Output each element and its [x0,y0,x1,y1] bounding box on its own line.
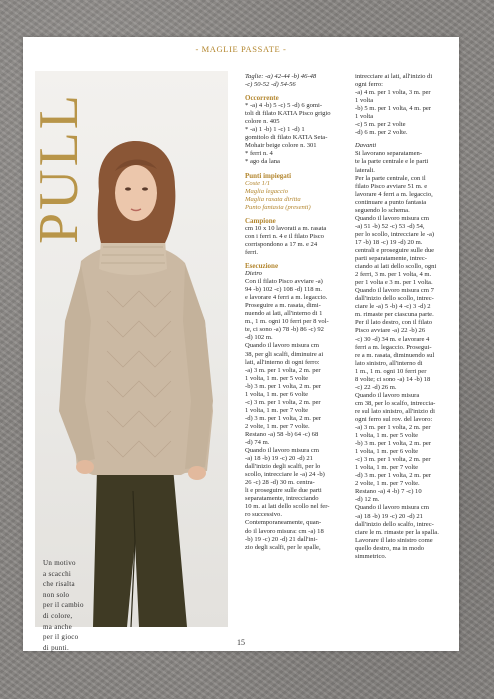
davanti-line: -d) 12 m. [355,496,380,504]
davanti-line: Quando il lavoro misura cm 7 [355,287,434,295]
davanti-line: -c) 30 -d) 34 m. e lavorare 4 [355,335,430,343]
davanti-line: ciando ai lati dello scollo, ogni [355,263,437,271]
occorrente-line: colore n. 405 [245,118,280,126]
dietro-line: Proseguire a m. rasata, dimi- [245,302,321,310]
dietro-line: -b) 3 m. per 1 volta, 2 m. per [245,382,321,390]
dietro-line: dall'inizio degli scalfi, per lo [245,463,321,471]
text-line: -b) 5 m. per 1 volta, 4 m. per [355,105,431,113]
campione-line: cm 10 x 10 lavorati a m. rasata [245,224,327,232]
dietro-line: Quando il lavoro misura cm [245,342,319,350]
dietro-line: Restano -a) 58 -b) 64 -c) 68 [245,430,319,438]
dietro-line: 94 -b) 102 -c) 108 -d) 118 m. [245,286,323,294]
dietro-line: -d) 3 m. per 1 volta, 2 m. per [245,414,321,422]
occorrente-line: * -a) 1 -b) 1 -c) 1 -d) 1 [245,126,305,134]
dietro-line: scollo, intrecciare le -a) 24 -b) [245,471,325,479]
dietro-line: ro successivo. [245,511,282,519]
campione-line: corrispondono a 17 m. e 24 [245,240,318,248]
pull-title: PULL [28,92,90,244]
davanti-line: -a) 51 -b) 52 -c) 53 -d) 54, [355,222,425,230]
davanti-line: -b) 3 m. per 1 volta, 2 m. per [355,440,431,448]
dietro-line: li e proseguire sulle due parti [245,487,322,495]
occorrente-line: Mohair beige colore n. 301 [245,142,317,150]
text-line: 1 volta [355,113,374,121]
page-number: 15 [237,638,245,647]
dietro-line: lati, all'interno di ogni ferro: [245,358,320,366]
occorrente-line: * -a) 4 -b) 5 -c) 5 -d) 6 gomi- [245,102,323,110]
davanti-line: Restano -a) 4 -b) 7 -c) 10 [355,488,422,496]
punti-line: Maglia legaccio [245,187,289,195]
dietro-line: Con il filato Pisco avviare -a) [245,278,323,286]
davanti-line: 8 volte; ci sono -a) 14 -b) 18 [355,375,431,383]
davanti-line: m. rimaste per ciascuna parte. [355,311,434,319]
davanti-line: Quando il lavoro misura [355,391,420,399]
photo-caption: Un motivo a scacchi che risalta non solo per il cambio di colore, ma anche per il gioco di punti. [43,559,84,652]
davanti-line: centrali e proseguire sulle due [355,246,435,254]
davanti-line: -a) 3 m. per 1 volta, 2 m. per [355,424,431,432]
campione-line: ferri. [245,248,258,256]
davanti-line: -c) 22 -d) 26 m. [355,383,397,391]
davanti-line: lato sinistro, all'interno di [355,359,423,367]
dietro-line: 26 -c) 28 -d) 30 m. centra- [245,479,315,487]
davanti-line: quello destro, ma in modo [355,544,425,552]
davanti-line: parti separatamente, intrec- [355,255,427,263]
occorrente-line: * ferri n. 4 [245,150,273,158]
occorrente-line: toli di filato KATIA Pisco grigio [245,110,331,118]
davanti-line: Per la parte centrale, con il [355,174,426,182]
dietro-line: Contemporaneamente, quan- [245,519,322,527]
davanti-line: seguendo lo schema. [355,206,410,214]
davanti-line: 1 volta, 1 m. per 5 volte [355,432,418,440]
text-line: -c) 5 m. per 2 volte [355,121,406,129]
occorrente-line: gomitolo di filato KATIA Seta- [245,134,328,142]
davanti-line: per 1 volta e 3 m. per 1 volta. [355,279,433,287]
davanti-line: -d) 3 m. per 1 volta, 2 m. per [355,472,431,480]
dietro-line: Quando il lavoro misura cm [245,447,319,455]
davanti-line: -a) 18 -b) 19 -c) 20 -d) 21 [355,512,423,520]
davanti-line: Quando il lavoro misura cm [355,214,429,222]
section-header: - MAGLIE PASSATE - [195,44,287,54]
davanti-line: ogni ferro sul rov. del lavoro: [355,415,433,423]
occorrente-line: * ago da lana [245,158,280,166]
dietro-line: -a) 3 m. per 1 volta, 2 m. per [245,366,321,374]
davanti-line: 2 volte, 1 m. per 7 volte. [355,480,420,488]
punti-line: Punto fantasia (presenti) [245,203,311,211]
text-line: -a) 4 m. per 1 volta, 3 m. per [355,89,431,97]
davanti-line: 2 ferri, 3 m. per 1 volta, 4 m. [355,271,432,279]
text-line: ogni ferro: [355,81,384,89]
davanti-line: ciare le -a) 5 -b) 4 -c) 3 -d) 2 [355,303,431,311]
dietro-line: m., 1 m. ogni 10 ferri per 8 vol- [245,318,329,326]
dietro-line: -b) 19 -c) 20 -d) 21 dall'ini- [245,535,318,543]
text-line: -d) 6 m. per 2 volte. [355,129,408,137]
subsection-title-dietro: Dietro [245,270,262,278]
dietro-line: te, ci sono -a) 78 -b) 86 -c) 92 [245,326,324,334]
davanti-line: ciare le m. rimaste per la spalla. [355,528,439,536]
davanti-line: Per il lato destro, con il filato [355,319,433,327]
davanti-line: 1 volta, 1 m. per 6 volte [355,448,418,456]
davanti-line: dall'inizio dello scalfo, intrec- [355,520,434,528]
davanti-line: laterali. [355,166,375,174]
davanti-line: cm 38, per lo scalfo, intreccia- [355,399,436,407]
dietro-line: separatamente, intrecciando [245,495,319,503]
dietro-line: 1 volta, 1 m. per 5 volte [245,374,308,382]
instructions-column-1 [245,73,347,552]
davanti-line: ferri a m. legaccio. Prosegui- [355,343,432,351]
davanti-line: Si lavorano separatamen- [355,150,423,158]
section-title-punti: Punti impiegati [245,171,292,180]
davanti-line: per lo scollo, intrecciare le -a) [355,230,435,238]
dietro-line: 10 m. ai lati dello scollo nel fer- [245,503,330,511]
sizes-line: Taglie: -a) 42-44 -b) 46-48 [245,73,317,80]
davanti-line: Quando il lavoro misura cm [355,504,429,512]
section-title-occorrente: Occorrente [245,94,279,103]
dietro-line: zio degli scalfi, per le spalle, [245,543,321,551]
davanti-line: continuare a punto fantasia [355,198,427,206]
text-line: intrecciare ai lati, all'inizio di [355,73,433,80]
davanti-line: 1 volta, 1 m. per 7 volte [355,464,418,472]
davanti-line: Lavorare il lato sinistro come [355,536,433,544]
punti-line: Coste 1/1 [245,179,271,187]
davanti-line: simmetrico. [355,552,387,560]
magazine-page [23,37,459,651]
dietro-line: nuendo ai lati, all'interno di 1 [245,310,323,318]
subsection-title-davanti: Davanti [355,142,377,150]
text-line: 1 volta [355,97,374,105]
section-title-campione: Campione [245,216,276,225]
dietro-line: 38, per gli scalfi, diminuire ai [245,350,324,358]
davanti-line: te la parte centrale e le parti [355,158,429,166]
sizes-line: -c) 50-52 -d) 54-56 [245,81,296,89]
punti-line: Maglia rasata diritta [245,195,301,203]
dietro-line: -d) 102 m. [245,334,273,342]
davanti-line: dall'inizio dello scollo, intrec- [355,295,434,303]
davanti-line: re sul lato sinistro, all'inizio di [355,407,435,415]
davanti-line: 17 -b) 18 -c) 19 -d) 20 m. [355,238,423,246]
dietro-line: 1 volta, 1 m. per 6 volte [245,390,308,398]
dietro-line: -a) 18 -b) 19 -c) 20 -d) 21 [245,455,313,463]
instructions-column-2 [355,73,453,561]
dietro-line: -c) 3 m. per 1 volta, 2 m. per [245,398,321,406]
dietro-line: e lavorare 4 ferri a m. legaccio. [245,294,328,302]
campione-line: con i ferri n. 4 e il filato Pisco [245,232,324,240]
davanti-line: lavorare 4 ferri a m. legaccio, [355,190,433,198]
model-photo [28,71,228,652]
dietro-line: do il lavoro misura: cm -a) 18 [245,527,324,535]
dietro-line: -d) 74 m. [245,439,270,447]
davanti-line: filato Pisco avviare 51 m. e [355,182,428,190]
davanti-line: -c) 3 m. per 1 volta, 2 m. per [355,456,431,464]
dietro-line: 2 volte, 1 m. per 7 volte. [245,422,310,430]
dietro-line: 1 volta, 1 m. per 7 volte [245,406,308,414]
section-title-esecuzione: Esecuzione [245,261,279,270]
davanti-line: re a m. rasata, diminuendo sul [355,351,435,359]
davanti-line: 1 m., 1 m. ogni 10 ferri per [355,367,427,375]
davanti-line: Pisco avviare -a) 22 -b) 26 [355,327,426,335]
